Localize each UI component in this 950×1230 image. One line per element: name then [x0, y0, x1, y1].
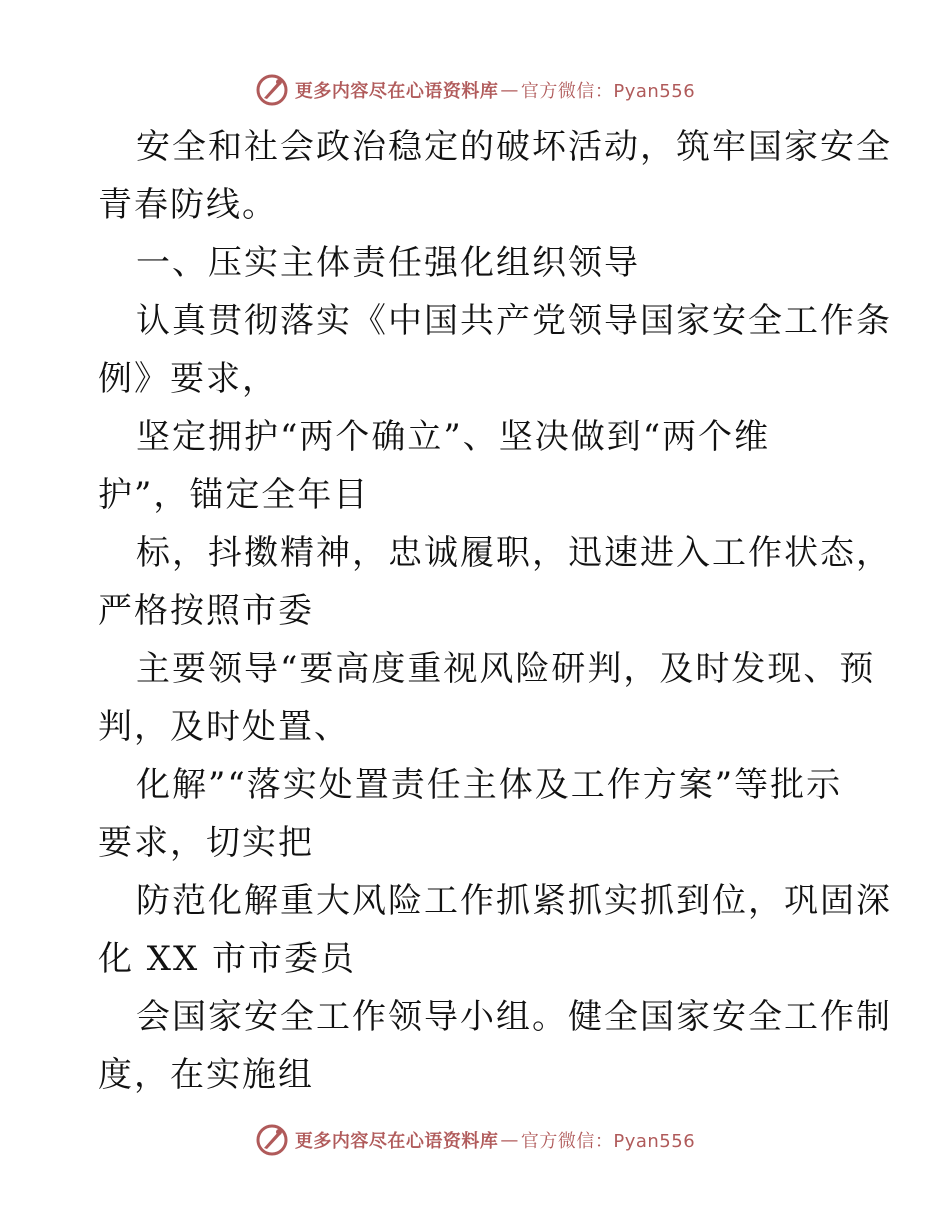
body-line: 会国家安全工作领导小组。健全国家安全工作制: [136, 997, 892, 1037]
watermark-dash: —: [500, 79, 519, 101]
watermark-header: [0, 70, 950, 110]
quill-logo-icon: [255, 73, 289, 107]
body-line: 坚定拥护“两个确立”、坚决做到“两个维: [136, 417, 771, 457]
section-heading: 一、压实主体责任强化组织领导: [136, 243, 640, 283]
body-line: 化 XX 市市委员: [98, 939, 357, 979]
body-line: 防范化解重大风险工作抓紧抓实抓到位，巩固深: [136, 881, 892, 921]
body-line: 认真贯彻落实《中国共产党领导国家安全工作条: [136, 301, 892, 341]
watermark-wechat: 官方微信：Pyan556: [520, 1131, 696, 1152]
body-line: 严格按照市委: [98, 591, 314, 631]
body-line: 判，及时处置、: [98, 707, 350, 747]
document-body: [98, 118, 892, 1104]
body-line: 主要领导“要高度重视风险研判，及时发现、预: [136, 649, 876, 689]
body-line: 青春防线。: [98, 185, 278, 225]
body-line: 例》要求，: [98, 359, 278, 399]
body-line: 度，在实施组: [98, 1055, 314, 1095]
watermark-wechat: 官方微信：Pyan556: [520, 81, 696, 102]
body-line: 安全和社会政治稳定的破坏活动，筑牢国家安全: [136, 127, 892, 167]
body-line: 要求，切实把: [98, 823, 314, 863]
body-line: 护”，锚定全年目: [98, 475, 370, 515]
quill-logo-icon: [255, 1123, 289, 1157]
watermark-text: 更多内容尽在心语资料库: [294, 81, 499, 102]
body-line: 标，抖擞精神，忠诚履职，迅速进入工作状态，: [136, 533, 892, 573]
body-line: 化解”“落实处置责任主体及工作方案”等批示: [136, 765, 843, 805]
watermark-text: 更多内容尽在心语资料库: [294, 1131, 499, 1152]
watermark-dash: —: [500, 1129, 519, 1151]
watermark-footer: [0, 1120, 950, 1160]
